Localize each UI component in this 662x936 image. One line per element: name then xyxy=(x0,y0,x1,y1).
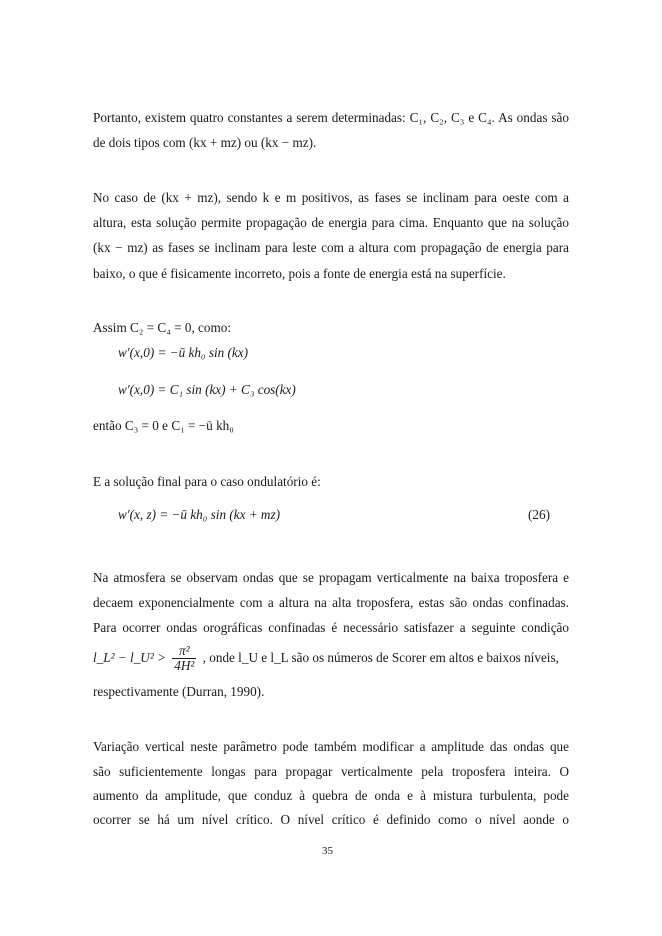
p5-line4-rest: , onde l_U e l_L são os números de Scorer em altos e baixos níveis, xyxy=(202,650,559,665)
equation-1: w′(x,0) = −ū kh₀ sin (kx) xyxy=(118,345,248,360)
p1-line2: de dois tipos com (kx + mz) ou (kx − mz). xyxy=(93,135,317,150)
p2-line4: baixo, o que é fisicamente incorreto, pois a fonte de energia está na superfície. xyxy=(93,266,506,281)
p2-line1: No caso de (kx + mz), sendo k e m positivos, as fases se inclinam para oeste com a xyxy=(93,190,569,205)
p3-result: então C₃ = 0 e C₁ = −ū kh₀ xyxy=(93,418,234,433)
p5-line3: Para ocorrer ondas orográficas confinadas é necessário satisfazer a seguinte condição xyxy=(93,620,569,635)
equation-2: w′(x,0) = C₁ sin (kx) + C₃ cos(kx) xyxy=(118,382,296,397)
p1-line1: Portanto, existem quatro constantes a serem determinadas: C₁, C₂, C₃ e C₄. As ondas são xyxy=(93,110,569,125)
p4-intro: E a solução final para o caso ondulatório é: xyxy=(93,474,321,489)
equation-number: (26) xyxy=(528,507,550,522)
condition-denominator: 4H² xyxy=(174,658,195,674)
p3-intro: Assim C₂ = C₄ = 0, como: xyxy=(93,320,232,335)
p2-line2: altura, esta solução permite propagação de energia para cima. Enquanto que na solução xyxy=(93,215,569,230)
p5-line1: Na atmosfera se observam ondas que se propagam verticalmente na baixa troposfera e xyxy=(93,570,569,585)
p2-line3: (kx − mz) as fases se inclinam para leste com a altura com propagação de energia para xyxy=(93,240,569,255)
equation-26: w′(x, z) = −ū kh₀ sin (kx + mz) xyxy=(118,507,280,522)
p5-line4 xyxy=(93,643,569,673)
p5-line5: respectivamente (Durran, 1990). xyxy=(93,684,265,699)
condition-lhs: l_L² − l_U² > xyxy=(93,650,166,665)
page-number: 35 xyxy=(322,845,333,857)
p6-line1: Variação vertical neste parâmetro pode também modificar a amplitude das ondas que xyxy=(93,739,569,754)
p6-line4: ocorrer se há um nível crítico. O nível crítico é definido como o nível aonde o xyxy=(93,812,569,827)
condition-fraction xyxy=(172,644,196,673)
p6-line2: são suficientemente longas para propagar verticalmente pela troposfera inteira. O xyxy=(93,764,569,779)
p6-line3: aumento da amplitude, que conduz à quebra de onda e à mistura turbulenta, pode xyxy=(93,788,569,803)
condition-numerator: π² xyxy=(172,644,196,659)
p5-line2: decaem exponencialmente com a altura na alta troposfera, estas são ondas confinadas. xyxy=(93,595,569,610)
